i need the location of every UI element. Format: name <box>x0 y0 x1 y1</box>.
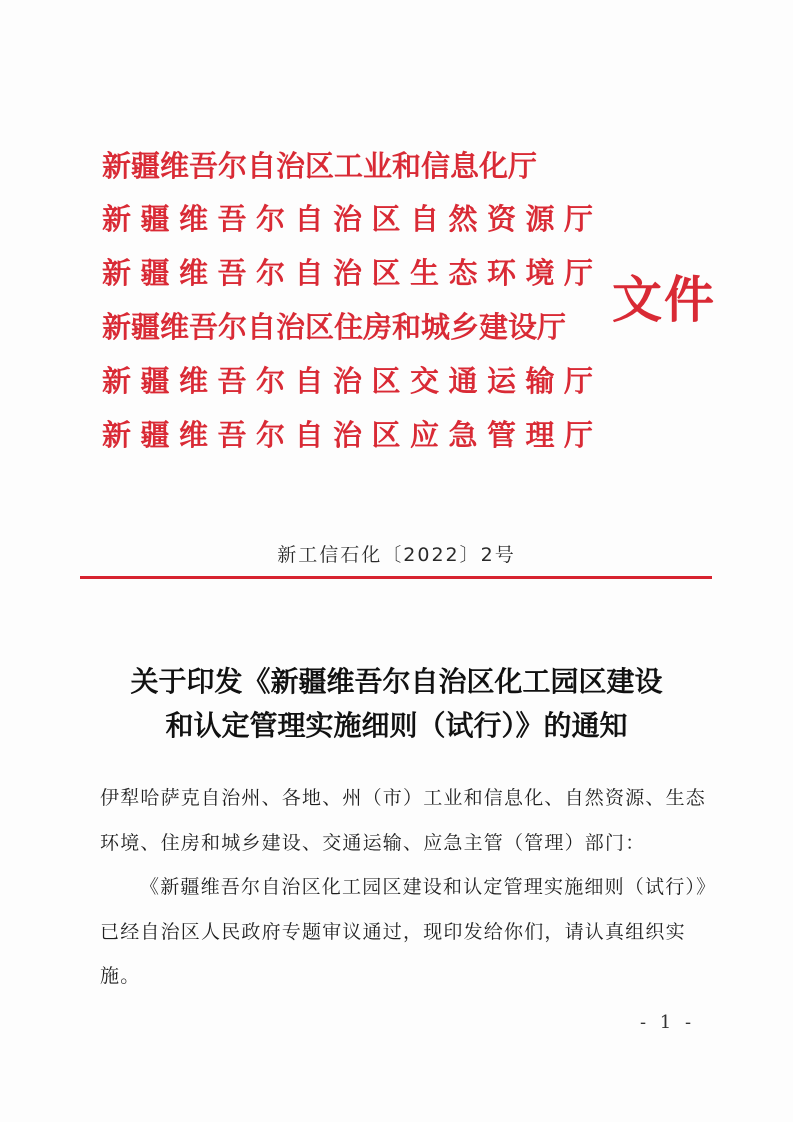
issuer-emergency-management: 新疆维吾尔自治区应急管理厅 <box>102 418 603 452</box>
red-divider-line <box>80 576 712 579</box>
title-line-2: 和认定管理实施细则（试行）》的通知 <box>165 709 628 742</box>
document-type-label: 文件 <box>612 270 716 329</box>
page-number: - 1 - <box>640 1012 696 1033</box>
issuer-industry-it: 新疆维吾尔自治区工业和信息化厅 <box>102 149 538 183</box>
issuer-ecology-environment: 新疆维吾尔自治区生态环境厅 <box>102 256 603 290</box>
issuer-natural-resources: 新疆维吾尔自治区自然资源厅 <box>102 202 603 236</box>
title-line-1: 关于印发《新疆维吾尔自治区化工园区建设 <box>130 665 663 698</box>
addressee: 伊犁哈萨克自治州、各地、州（市）工业和信息化、自然资源、生态环境、住房和城乡建设、交通运输、应急主管（管理）部门： <box>100 787 707 854</box>
body-paragraph: 《新疆维吾尔自治区化工园区建设和认定管理实施细则（试行）》已经自治区人民政府专题审议通过，现印发给你们，请认真组织实施。 <box>100 876 707 987</box>
document-body <box>100 776 710 999</box>
issuer-transport: 新疆维吾尔自治区交通运输厅 <box>102 364 603 398</box>
document-title <box>0 660 793 748</box>
document-number: 新工信石化〔2022〕2号 <box>277 544 516 566</box>
issuer-housing-construction: 新疆维吾尔自治区住房和城乡建设厅 <box>102 310 567 344</box>
